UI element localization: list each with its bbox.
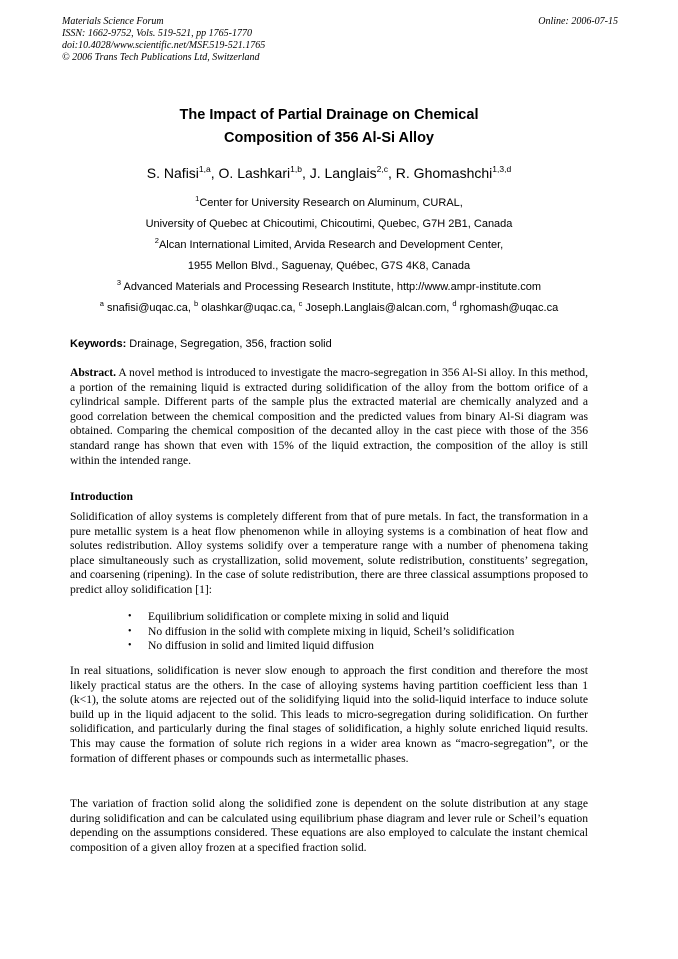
author <box>310 165 396 181</box>
author <box>219 165 310 181</box>
assumption-list <box>128 610 588 654</box>
author-affil-sup: 1,3,d <box>492 164 512 174</box>
affiliation-sup: 2 <box>154 236 159 245</box>
author <box>396 165 511 181</box>
paper-title <box>70 104 588 150</box>
list-item <box>128 625 588 640</box>
email-sup: b <box>194 299 199 308</box>
keywords-text: Drainage, Segregation, 356, fraction solid <box>126 338 332 350</box>
affiliation-2-line-1 <box>60 235 598 256</box>
email-address: snafisi@uqac.ca, <box>103 302 194 314</box>
author-name: O. Lashkari <box>218 165 291 181</box>
email-sup: a <box>99 299 104 308</box>
author-name: J. Langlais <box>309 165 377 181</box>
keywords-label: Keywords: <box>70 338 127 350</box>
email-address: olashkar@uqac.ca, <box>198 302 299 314</box>
email-address: rghomash@uqac.ca <box>456 302 559 314</box>
abstract <box>70 366 588 468</box>
intro-paragraph-1: Solidification of alloy systems is completely different from that of pure metals. In fact, the transformation in a pure metallic system is a heat flow phenomenon while in alloying systems is a combination of heat flow and solutes redistribution. Alloy systems solidify over a temperature range with a number of phenomena taking place simultaneously such as crystallization, solid movement, solute redistribution, constituents’ segregation, and coarsening (ripening). In the case of solute redistribution, there are three classical assumptions proposed to predict alloy solidification [1]: <box>70 510 588 596</box>
list-item <box>128 610 588 625</box>
intro-paragraph-2: In real situations, solidification is never slow enough to approach the first condition and therefore the most likely practical status are the others. In the case of alloying systems having partition coefficient less than 1 (k<1), the solute atoms are rejected out of the solidifying liquid into the solid-liquid interface to induce solute build up in the liquid adjacent to the solid. This leads to micro-segregation during solidification. On further solidification, and particularly during the final stages of solidification, a highly solute enriched liquid results. This may cause the formation of solute rich regions in a wider area known as “macro-segregation”, or the formation of different phases or compounds such as intermetallic phases. <box>70 664 588 765</box>
section-heading-introduction: Introduction <box>70 490 133 503</box>
email-sup: d <box>452 299 457 308</box>
journal-header <box>62 16 618 64</box>
list-item-text: No diffusion in the solid with complete mixing in liquid, Scheil’s solidification <box>148 624 515 638</box>
copyright-line: © 2006 Trans Tech Publications Ltd, Switzerland <box>62 52 260 63</box>
email-sup: c <box>298 299 303 308</box>
author-affil-sup: 1,b <box>290 164 302 174</box>
email-address: Joseph.Langlais@alcan.com, <box>302 302 453 314</box>
affiliation-2-line-2: 1955 Mellon Blvd., Saguenay, Québec, G7S 4K8, Canada <box>187 260 471 272</box>
author-affil-sup: 2,c <box>376 164 389 174</box>
author-separator: , <box>210 165 219 181</box>
journal-name: Materials Science Forum <box>62 16 164 27</box>
keywords <box>70 337 588 351</box>
affiliation-text: Center for University Research on Aluminum, CURAL, <box>199 197 463 209</box>
intro-paragraph-3: The variation of fraction solid along the solidified zone is dependent on the solute distribution at any stage during solidification and can be calculated using equilibrium phase diagram and lever rule or Scheil’s equation depending on the assumptions considered. These equations are also employed to calculate the instant chemical composition of a given alloy frozen at a specified fraction solid. <box>70 797 588 854</box>
bullet-icon: • <box>128 625 132 637</box>
title-line-2: Composition of 356 Al-Si Alloy <box>224 130 434 146</box>
author-name: R. Ghomashchi <box>395 165 493 181</box>
affiliation-text: Alcan International Limited, Arvida Research and Development Center, <box>158 239 504 251</box>
author <box>147 165 219 181</box>
author-affil-sup: 1,a <box>198 164 211 174</box>
abstract-text: A novel method is introduced to investigate the macro-segregation in 356 Al-Si alloy. In this method, a portion of the remaining liquid is extracted during solidification of the alloy from the bottom orifice of a cylindrical sample. Different parts of the sample plus the extracted material are chemically analyzed and a good correlation between the chemical composition and the predicted values from binary Al-Si diagram was obtained. Comparing the chemical composition of the decanted alloy in the cast piece with those of the 356 standard range has shown that even with 15% of the liquid extraction, the composition of the alloy is still within the intended range. <box>70 366 588 467</box>
doi-line: doi:10.4028/www.scientific.net/MSF.519-521.1765 <box>62 40 266 51</box>
affiliation-sup: 1 <box>195 194 200 203</box>
list-item-text: No diffusion in solid and limited liquid diffusion <box>148 639 374 653</box>
affiliation-sup: 3 <box>116 278 122 287</box>
abstract-label: Abstract. <box>70 366 117 379</box>
title-line-1: The Impact of Partial Drainage on Chemical <box>179 107 479 123</box>
affiliation-1-line-2: University of Quebec at Chicoutimi, Chicoutimi, Quebec, G7H 2B1, Canada <box>145 218 513 230</box>
affiliations <box>60 193 598 319</box>
author-list <box>70 164 588 182</box>
issn-line: ISSN: 1662-9752, Vols. 519-521, pp 1765-1770 <box>62 28 252 39</box>
affiliation-3-line-1 <box>60 277 598 298</box>
affiliation-text: Advanced Materials and Processing Research Institute, http://www.ampr-institute.com <box>121 281 542 293</box>
online-date: Online: 2006-07-15 <box>538 16 618 27</box>
list-item <box>128 639 588 654</box>
bullet-icon: • <box>128 640 132 652</box>
author-separator: , <box>388 165 396 181</box>
list-item-text: Equilibrium solidification or complete mixing in solid and liquid <box>148 610 449 623</box>
email-line <box>60 298 598 319</box>
author-separator: , <box>301 165 310 181</box>
affiliation-1-line-1 <box>60 193 598 214</box>
bullet-icon: • <box>128 611 132 622</box>
author-name: S. Nafisi <box>146 165 199 181</box>
